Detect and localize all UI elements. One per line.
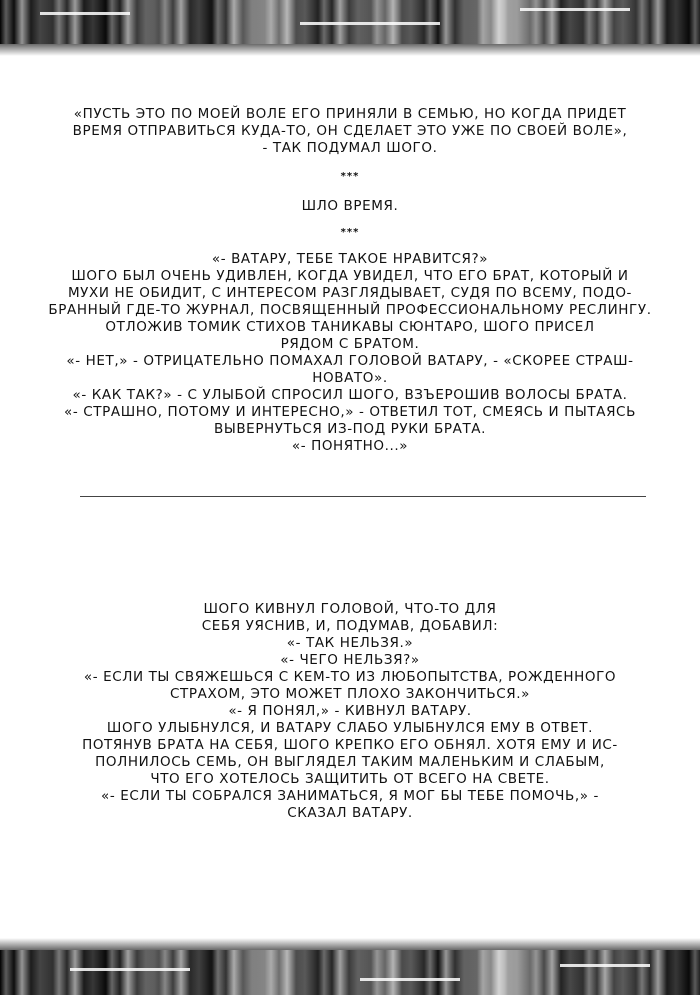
text-line: СЕБЯ УЯСНИВ, И, ПОДУМАВ, ДОБАВИЛ:	[201, 618, 499, 634]
scene-separator: ***	[340, 171, 360, 182]
text-line: «- КАК ТАК?» - С УЛЫБОЙ СПРОСИЛ ШОГО, ВЗЪЕРОШИВ ВОЛОСЫ БРАТА.	[72, 387, 628, 403]
text-line: СТРАХОМ, ЭТО МОЖЕТ ПЛОХО ЗАКОНЧИТЬСЯ.»	[170, 686, 530, 702]
text-line: ШОГО УЛЫБНУЛСЯ, И ВАТАРУ СЛАБО УЛЫБНУЛСЯ ЕМУ В ОТВЕТ.	[106, 720, 594, 736]
scene-separator: ***	[340, 227, 360, 238]
light-streak	[520, 8, 630, 11]
text-line: «- НЕТ,» - ОТРИЦАТЕЛЬНО ПОМАХАЛ ГОЛОВОЙ ВАТАРУ, - «СКОРЕЕ СТРАШ-	[66, 353, 634, 369]
light-streak	[300, 22, 440, 25]
horizontal-divider	[80, 496, 646, 497]
text-line: ПОЛНИЛОСЬ СЕМЬ, ОН ВЫГЛЯДЕЛ ТАКИМ МАЛЕНЬКИМ И СЛАБЫМ,	[95, 754, 605, 770]
light-streak	[40, 12, 130, 15]
text-line: «- ЕСЛИ ТЫ СВЯЖЕШЬСЯ С КЕМ-ТО ИЗ ЛЮБОПЫТСТВА, РОЖДЕННОГО	[83, 669, 617, 685]
paragraph-1	[30, 106, 670, 157]
text-line: «- ВАТАРУ, ТЕБЕ ТАКОЕ НРАВИТСЯ?»	[211, 251, 489, 267]
light-streak	[360, 978, 460, 981]
text-line: МУХИ НЕ ОБИДИТ, С ИНТЕРЕСОМ РАЗГЛЯДЫВАЕТ, СУДЯ ПО ВСЕМУ, ПОДО-	[67, 285, 633, 301]
text-line: «- ПОНЯТНО...»	[291, 438, 409, 454]
text-line: НОВАТО».	[312, 370, 388, 386]
text-line: «ПУСТЬ ЭТО ПО МОЕЙ ВОЛЕ ЕГО ПРИНЯЛИ В СЕМЬЮ, НО КОГДА ПРИДЕТ	[73, 106, 627, 122]
text-line: «- ТАК НЕЛЬЗЯ.»	[286, 635, 414, 651]
text-line: ШОГО КИВНУЛ ГОЛОВОЙ, ЧТО-ТО ДЛЯ	[203, 601, 497, 617]
time-passed-line: ШЛО ВРЕМЯ.	[301, 198, 399, 214]
text-line: «- ЕСЛИ ТЫ СОБРАЛСЯ ЗАНИМАТЬСЯ, Я МОГ БЫ ТЕБЕ ПОМОЧЬ,» -	[101, 788, 599, 804]
text-line: «- ЧЕГО НЕЛЬЗЯ?»	[280, 652, 420, 668]
paragraph-2	[30, 251, 670, 455]
text-line: ВЫВЕРНУТЬСЯ ИЗ-ПОД РУКИ БРАТА.	[213, 421, 487, 437]
light-streak	[560, 964, 650, 967]
band-fade	[0, 44, 700, 56]
text-line: «- Я ПОНЯЛ,» - КИВНУЛ ВАТАРУ.	[228, 703, 472, 719]
text-line: РЯДОМ С БРАТОМ.	[280, 336, 420, 352]
text-line: ВРЕМЯ ОТПРАВИТЬСЯ КУДА-ТО, ОН СДЕЛАЕТ ЭТО УЖЕ ПО СВОЕЙ ВОЛЕ»,	[72, 123, 628, 139]
text-line: ОТЛОЖИВ ТОМИК СТИХОВ ТАНИКАВЫ СЮНТАРО, ШОГО ПРИСЕЛ	[105, 319, 595, 335]
band-fade	[0, 938, 700, 950]
text-line: ПОТЯНУВ БРАТА НА СЕБЯ, ШОГО КРЕПКО ЕГО ОБНЯЛ. ХОТЯ ЕМУ И ИС-	[82, 737, 618, 753]
text-line: БРАННЫЙ ГДЕ-ТО ЖУРНАЛ, ПОСВЯЩЕННЫЙ ПРОФЕССИОНАЛЬНОМУ РЕСЛИНГУ.	[48, 302, 652, 318]
paragraph-3	[30, 601, 670, 822]
text-line: - ТАК ПОДУМАЛ ШОГО.	[262, 140, 438, 156]
bottom-decorative-band	[0, 948, 700, 995]
light-streak	[70, 968, 190, 971]
text-line: «- СТРАШНО, ПОТОМУ И ИНТЕРЕСНО,» - ОТВЕТИЛ ТОТ, СМЕЯСЬ И ПЫТАЯСЬ	[64, 404, 636, 420]
text-line: СКАЗАЛ ВАТАРУ.	[287, 805, 413, 821]
text-line: ШОГО БЫЛ ОЧЕНЬ УДИВЛЕН, КОГДА УВИДЕЛ, ЧТО ЕГО БРАТ, КОТОРЫЙ И	[71, 268, 629, 284]
text-line: ЧТО ЕГО ХОТЕЛОСЬ ЗАЩИТИТЬ ОТ ВСЕГО НА СВЕТЕ.	[150, 771, 550, 787]
top-decorative-band	[0, 0, 700, 46]
